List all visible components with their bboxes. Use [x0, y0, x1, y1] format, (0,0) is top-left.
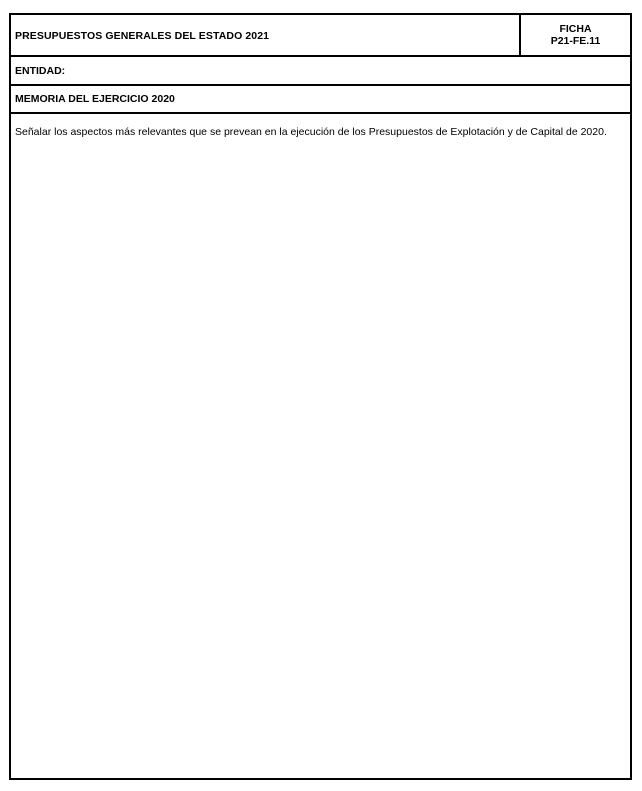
entidad-row [11, 57, 630, 86]
form-title: PRESUPUESTOS GENERALES DEL ESTADO 2021 [15, 30, 270, 42]
instruction-text: Señalar los aspectos más relevantes que se prevean en la ejecución de los Presupuestos de Explotación y de Capital de 2020. [15, 126, 607, 138]
ficha-box [519, 15, 630, 55]
ficha-code: P21-FE.11 [550, 35, 601, 47]
form-header-row [11, 15, 630, 57]
budget-form [9, 13, 632, 780]
entidad-label: ENTIDAD: [15, 64, 66, 77]
memoria-row [11, 86, 630, 114]
memoria-body [11, 114, 630, 778]
ficha-label: FICHA [559, 23, 592, 35]
memoria-label: MEMORIA DEL EJERCICIO 2020 [15, 93, 175, 105]
